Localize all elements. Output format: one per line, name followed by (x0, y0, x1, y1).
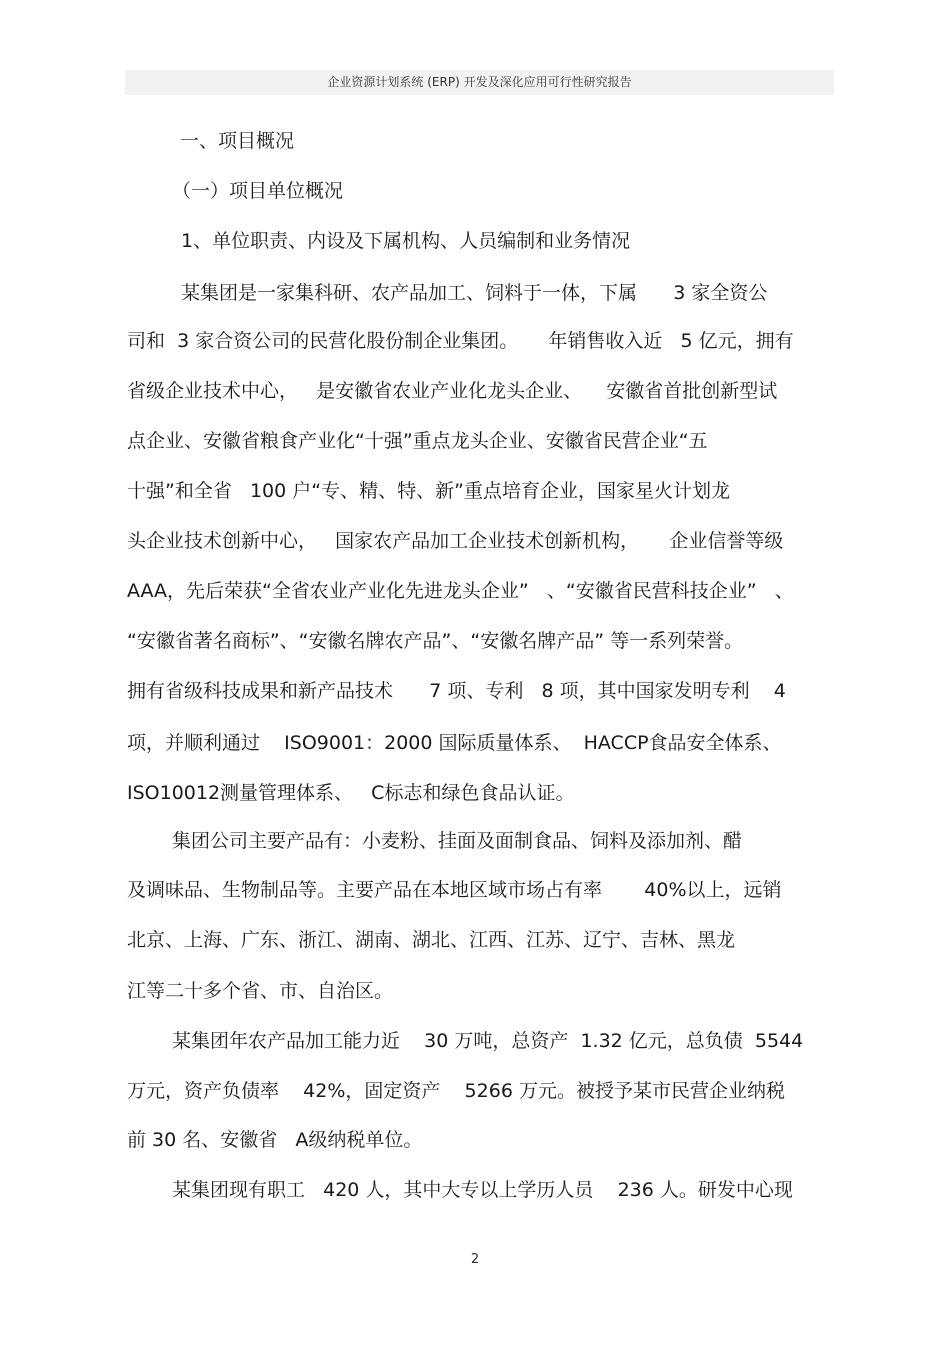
paragraph-line: 某集团是一家集科研、农产品加工、饲料于一体，下属 3 家全资公 (181, 282, 768, 304)
paragraph-line: “安徽省著名商标”、“安徽名牌农产品”、“安徽名牌产品” 等一系列荣誉。 (127, 630, 744, 652)
paragraph-line: 万元，资产负债率 42%，固定资产 5266 万元。被授予某市民营企业纳税 (127, 1080, 785, 1102)
page-number: 2 (470, 1252, 480, 1267)
paragraph-line: ISO10012测量管理体系、 C标志和绿色食品认证。 (127, 782, 575, 804)
paragraph-line: 北京、上海、广东、浙江、湖南、湖北、江西、江苏、辽宁、吉林、黑龙 (127, 929, 736, 951)
paragraph-line: 拥有省级科技成果和新产品技术 7 项、专利 8 项，其中国家发明专利 4 (127, 680, 786, 702)
paragraph-line: 集团公司主要产品有：小麦粉、挂面及面制食品、饲料及添加剂、醋 (172, 830, 743, 852)
paragraph-line: 项，并顺利通过 ISO9001：2000 国际质量体系、 HACCP食品安全体系、 (127, 732, 782, 754)
paragraph-line: AAA，先后荣获“全省农业产业化先进龙头企业” 、“安徽省民营科技企业” 、 (127, 580, 794, 602)
paragraph-line: 某集团现有职工 420 人，其中大专以上学历人员 236 人。研发中心现 (172, 1179, 793, 1201)
paragraph-line: 点企业、安徽省粮食产业化“十强”重点龙头企业、安徽省民营企业“五 (127, 430, 708, 452)
paragraph-line: 头企业技术创新中心， 国家农产品加工企业技术创新机构， 企业信誉等级 (127, 530, 784, 552)
paragraph-line: 及调味品、生物制品等。主要产品在本地区域市场占有率 40%以上，远销 (127, 879, 782, 901)
paragraph-line: 某集团年农产品加工能力近 30 万吨，总资产 1.32 亿元，总负债 5544 (172, 1030, 804, 1052)
page-header (125, 70, 834, 95)
paragraph-line: 司和 3 家合资公司的民营化股份制企业集团。 年销售收入近 5 亿元，拥有 (127, 330, 794, 352)
item-heading: 1、单位职责、内设及下属机构、人员编制和业务情况 (181, 230, 631, 252)
paragraph-line: 江等二十多个省、市、自治区。 (127, 980, 394, 1002)
paragraph-line: 十强”和全省 100 户“专、精、特、新”重点培育企业，国家星火计划龙 (127, 480, 730, 502)
paragraph-line: 省级企业技术中心， 是安徽省农业产业化龙头企业、 安徽省首批创新型试 (127, 380, 778, 402)
subsection-heading: （一）项目单位概况 (172, 180, 344, 202)
paragraph-line: 前 30 名、安徽省 A级纳税单位。 (127, 1129, 423, 1151)
section-heading: 一、项目概况 (180, 130, 295, 152)
header-title: 企业资源计划系统 (ERP) 开发及深化应用可行性研究报告 (327, 75, 632, 89)
